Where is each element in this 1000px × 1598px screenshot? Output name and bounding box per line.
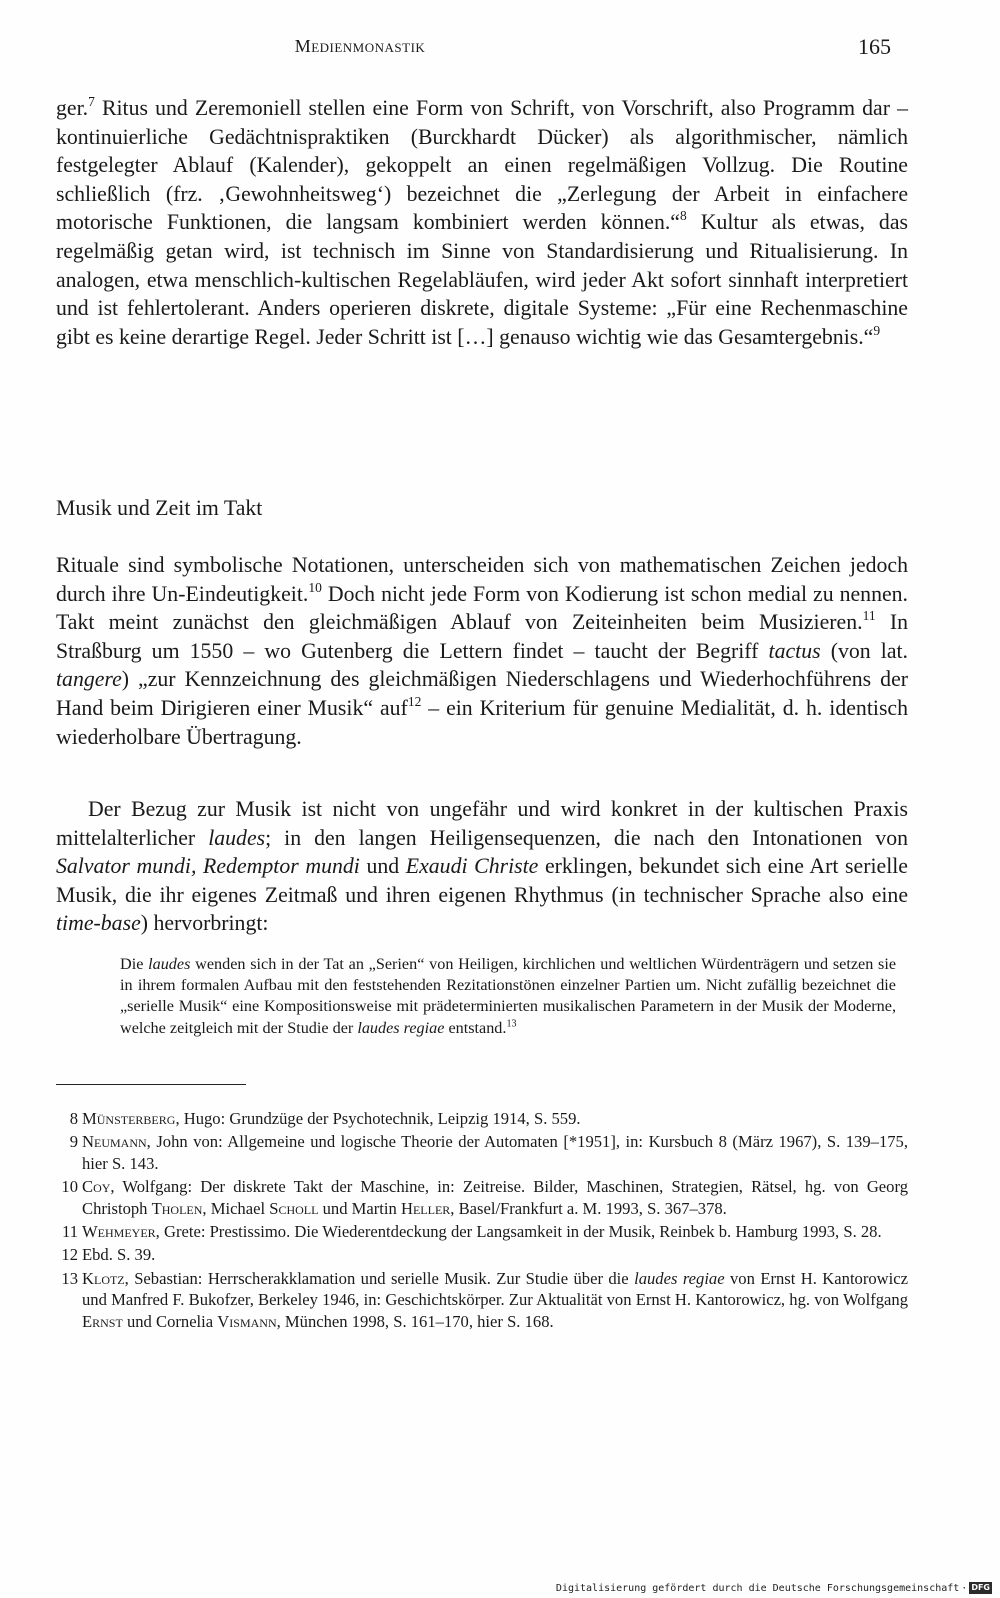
footnote-text: , Hugo: Grundzüge der Psychotechnik, Leipzig 1914, S. 559. — [175, 1109, 581, 1128]
paragraph-1 — [56, 94, 908, 351]
page-number: 165 — [858, 34, 891, 59]
italic-term: laudes regiae — [357, 1018, 445, 1037]
italic-term: Exaudi Christe — [405, 854, 539, 879]
footnote-ref-13[interactable]: 13 — [506, 1018, 517, 1030]
text-run: (von lat. — [820, 638, 909, 663]
text-run: In Straßburg um 1550 – wo Gutenberg die Lettern findet – taucht der Begriff — [56, 610, 908, 663]
block-quote — [120, 954, 896, 1039]
text-run: Rituale sind symbolische Notationen, unterscheiden sich von mathematischen Zeichen jedoch durch ihre Un-Eindeutigkeit. — [56, 553, 908, 606]
text-run: Der Bezug zur Musik ist nicht von ungefähr und wird konkret in der kultischen Praxis mittelalterlicher — [56, 797, 908, 850]
footnote-8 — [56, 1108, 908, 1129]
footnote-text: , Grete: Prestissimo. Die Wiederentdeckung der Langsamkeit in der Musik, Reinbek b. Hamburg 1993, S. 28. — [155, 1222, 882, 1242]
italic-term: time-base — [56, 911, 141, 936]
credit-separator: · — [961, 1582, 968, 1594]
footnote-ref-7[interactable]: 7 — [88, 94, 95, 110]
text-run: ) hervorbringt: — [140, 911, 269, 936]
text-run: Ritus und Zeremoniell stellen eine Form von Schrift, von Vorschrift, also Programm dar – kontinuierliche Gedächtnispraktiken (Burckhardt Dücker) als algorithmischer, nämlich festgelegter Ablauf (Kalender), gekoppelt an einen regelmäßigen Vollzug. Die Routine schließlich (frz. ‚Gewohnheitsweg‘) bezeichnet die „Zerlegung der Arbeit in einfachere motorische Funktionen, die langsam kombiniert werden können.“ — [56, 96, 908, 235]
italic-term: tactus — [768, 638, 821, 663]
footnote-text: von Ernst H. Kantorowicz und Manfred F. Bukofzer, Berkeley 1946, in: Geschichtskörper. Zur Aktualität von Ernst H. Kantorowicz, hg. von Wolfgang — [82, 1268, 909, 1310]
author-name: Neumann — [82, 1132, 147, 1152]
footnote-number: 8 — [69, 1109, 78, 1128]
text-run: ) „zur Kennzeichnung des gleichmäßigen Niederschlagens und Wiederhochführens der Hand beim Dirigieren einer Musik“ auf — [56, 667, 908, 720]
section-heading: Musik und Zeit im Takt — [56, 496, 263, 520]
footnote-text: , John von: Allgemeine und logische Theorie der Automaten [*1951], in: Kursbuch 8 (März 1967), S. 139–175, hier S. 143. — [82, 1132, 908, 1173]
italic-term: laudes — [208, 825, 266, 850]
paragraph-3 — [56, 795, 908, 938]
footnote-11 — [56, 1221, 908, 1242]
footnote-10 — [56, 1176, 908, 1219]
footnote-text: , Basel/Frankfurt a. M. 1993, S. 367–378. — [450, 1198, 727, 1218]
footnote-number: 12 — [61, 1245, 78, 1265]
author-name: Ernst — [82, 1311, 123, 1331]
footnote-ref-11[interactable]: 11 — [862, 608, 876, 624]
footnote-ref-9[interactable]: 9 — [873, 322, 881, 338]
footnote-text: und Cornelia — [122, 1311, 218, 1331]
footnote-9 — [56, 1131, 908, 1174]
footnote-text: , Sebastian: Herrscherakklamation und serielle Musik. Zur Studie über die — [124, 1268, 635, 1288]
text-run: Kultur als etwas, das regelmäßig getan wird, ist technisch im Sinne von Standardisierung und Ritualisierung. In analogen, etwa menschlich-kultischen Regelabläufen, wird jeder Akt sofort sinnhaft interpretiert und ist fehlertolerant. Anders operieren diskrete, digitale Systeme: „Für eine Rechenmaschine gibt es keine derartige Regel. Jeder Schritt ist […] genauso wichtig wie das Gesamtergebnis.“ — [56, 210, 908, 349]
text-run: ger. — [56, 96, 89, 120]
text-run: – ein Kriterium für genuine Medialität, d. h. identisch wiederholbare Übertragung. — [56, 695, 909, 749]
footnote-text: , Wolfgang: Der diskrete Takt der Maschine, in: Zeitreise. Bilder, Maschinen, Strategien, Rätsel, hg. von Georg Christoph — [82, 1177, 908, 1218]
footnote-number: 10 — [61, 1177, 78, 1197]
dfg-logo[interactable]: DFG — [971, 1583, 990, 1592]
text-run: entstand. — [444, 1018, 507, 1037]
italic-term: laudes regiae — [634, 1268, 725, 1288]
author-name: Klotz — [82, 1268, 125, 1288]
footnote-text: , München 1998, S. 161–170, hier S. 168. — [276, 1311, 554, 1331]
footnote-13 — [56, 1268, 908, 1332]
italic-term: Salvator mundi, Redemptor mundi — [56, 854, 360, 879]
footnote-number: 11 — [62, 1222, 78, 1242]
text-run: Doch nicht jede Form von Kodierung ist schon medial zu nennen. Takt meint zunächst den gleichmäßigen Ablauf von Zeiteinheiten beim Musizieren. — [56, 581, 909, 635]
footnote-text: und Martin — [318, 1198, 401, 1218]
running-head: Medienmonastik — [294, 36, 426, 56]
footnote-12 — [56, 1244, 908, 1265]
author-name: Heller — [400, 1198, 451, 1218]
author-name: Wehmeyer — [82, 1222, 156, 1242]
footnote-separator — [56, 1084, 246, 1085]
footnote-ref-8[interactable]: 8 — [679, 208, 687, 224]
footnote-text: , Michael — [202, 1198, 270, 1218]
paragraph-2 — [56, 551, 908, 751]
text-run: ; in den langen Heiligensequenzen, die nach den Intonationen von — [265, 825, 908, 850]
italic-term: laudes — [148, 955, 191, 973]
author-name: Scholl — [269, 1198, 319, 1218]
footnote-number: 13 — [61, 1268, 78, 1288]
credit-text: Digitalisierung gefördert durch die Deutsche Forschungsgemeinschaft — [555, 1582, 960, 1594]
footnote-ref-12[interactable]: 12 — [407, 694, 422, 710]
author-name: Coy — [82, 1177, 111, 1197]
italic-term: tangere — [56, 667, 122, 692]
text-run: wenden sich in der Tat an „Serien“ von Heiligen, kirchlichen und weltlichen Würdenträgern und setzen sie in ihrem formalen Aufbau mit den feststehenden Rezitationstönen einzelner Partien um. Nicht zufällig bezeichnet die „serielle Musik“ eine Kompositionsweise mit prädeterminierten musikalischen Parametern in der Musik der Moderne, welche zeitgleich mit der Studie der — [120, 955, 897, 1037]
footnote-ref-10[interactable]: 10 — [308, 579, 322, 595]
author-name: Tholen — [151, 1198, 203, 1218]
footnote-text: Ebd. S. 39. — [82, 1245, 156, 1265]
footnotes — [56, 1108, 908, 1334]
text-run: und — [359, 854, 406, 879]
footnote-number: 9 — [69, 1132, 78, 1152]
text-run: Die — [120, 955, 149, 973]
author-name: Vismann — [217, 1311, 277, 1331]
text-run: erklingen, bekundet sich eine Art serielle Musik, die ihr eigenes Zeitmaß und ihren eigenen Rhythmus (in technischer Sprache also eine — [56, 854, 908, 907]
author-name: Münsterberg — [82, 1109, 176, 1128]
digitization-credit — [556, 1582, 992, 1594]
